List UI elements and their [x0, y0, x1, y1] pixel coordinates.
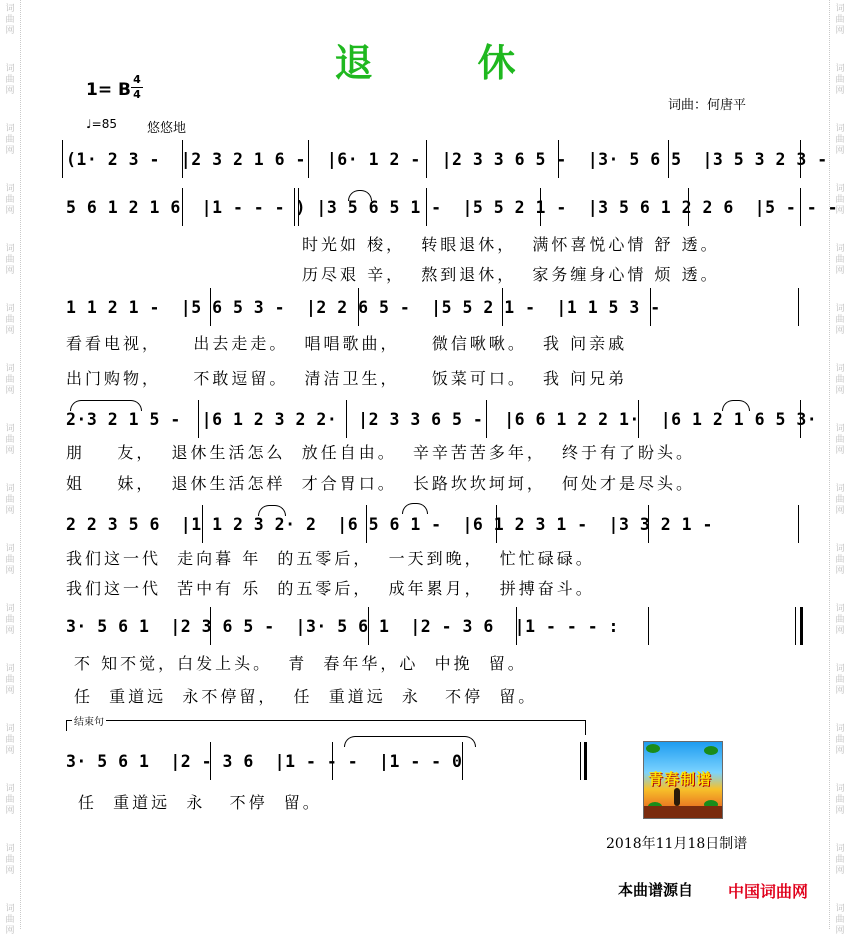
lyrics-5-verse-2: 我们这一代 苦中有 乐 的五零后， 成年累月， 拼搏奋斗。	[66, 579, 595, 598]
watermark-text: 词 曲 网	[5, 844, 15, 876]
staff-notes-7: 3· 5 6 1 |2 - 3 6 |1 - - - |1 - - 0	[66, 752, 463, 771]
watermark-text: 词 曲 网	[5, 724, 15, 756]
lyrics-6-verse-2: 任 重道远 永不停留， 任 重道远 永 不停 留。	[74, 687, 538, 706]
tie-mark	[344, 736, 476, 747]
watermark-text: 词 曲 网	[835, 64, 845, 96]
ending-bracket	[66, 717, 586, 735]
watermark-text: 词 曲 网	[5, 484, 15, 516]
watermark-text: 词 曲 网	[835, 604, 845, 636]
lyrics-4-verse-1: 朋 友， 退休生活怎么 放任自由。 辛辛苦苦多年， 终于有了盼头。	[66, 443, 696, 462]
watermark-text: 词 曲 网	[835, 484, 845, 516]
watermark-text: 词 曲 网	[5, 364, 15, 396]
publisher-logo	[643, 741, 723, 819]
watermark-text: 词 曲 网	[5, 424, 15, 456]
watermark-text: 词 曲 网	[835, 124, 845, 156]
leaf-decoration	[646, 744, 660, 753]
staff-line-2	[62, 188, 839, 230]
staff-line-7	[62, 742, 592, 784]
watermark-text: 词 曲 网	[5, 544, 15, 576]
watermark-text: 词 曲 网	[835, 304, 845, 336]
lyrics-5-verse-1: 我们这一代 走向暮 年 的五零后， 一天到晚， 忙忙碌碌。	[66, 549, 595, 568]
source-site-link[interactable]: 中国词曲网	[728, 882, 809, 901]
key-signature: 1= B	[86, 80, 131, 100]
watermark-text: 词 曲 网	[5, 304, 15, 336]
slur-mark	[70, 400, 142, 411]
time-sig-top: 4	[133, 73, 141, 86]
left-watermark-strip	[0, 0, 21, 936]
watermark-text: 词 曲 网	[835, 244, 845, 276]
watermark-text: 词 曲 网	[5, 4, 15, 36]
time-signature	[131, 74, 143, 101]
staff-notes-6: 3· 5 6 1 |2 3 6 5 - |3· 5 6 1 |2 - 3 6 |1 - - - :	[66, 617, 619, 636]
expression-marking: 悠悠地	[147, 121, 187, 136]
staff-line-1	[62, 140, 828, 182]
watermark-text: 词 曲 网	[5, 64, 15, 96]
lyrics-3-verse-2: 出门购物， 不敢逗留。 清洁卫生， 饭菜可口。 我 问兄弟	[66, 369, 628, 388]
credit-line: 词曲：何唐平	[668, 98, 747, 113]
watermark-text: 词 曲 网	[5, 904, 15, 936]
watermark-text: 词 曲 网	[5, 184, 15, 216]
ending-label: 结束句	[72, 713, 106, 728]
watermark-text: 词 曲 网	[835, 784, 845, 816]
lyrics-7-verse-1: 任 重道远 永 不停 留。	[78, 793, 322, 812]
lyrics-3-verse-1: 看看电视， 出去走走。 唱唱歌曲， 微信啾啾。 我 问亲戚	[66, 334, 628, 353]
watermark-text: 词 曲 网	[5, 784, 15, 816]
watermark-text: 词 曲 网	[835, 544, 845, 576]
tempo-marking: ♩=85	[86, 117, 117, 131]
staff-notes-2: 5 6 1 2 1 6 |1 - - - ) |3 5 6 5 1 - |5 5 2 1 - |3 5 6 1 2 2 6 |5 - - -	[66, 198, 839, 217]
watermark-text: 词 曲 网	[835, 724, 845, 756]
watermark-text: 词 曲 网	[835, 844, 845, 876]
watermark-text: 词 曲 网	[835, 364, 845, 396]
lyrics-2-verse-2: 历尽艰 辛， 熬到退休， 家务缠身心情 烦 透。	[302, 265, 720, 284]
staff-notes-4: 2·3 2 1 5 - |6 1 2 3 2 2· |2 3 3 6 5 - |6 6 1 2 2 1· |6 1 2 1 6 5 3·	[66, 410, 818, 429]
lyrics-2-verse-1: 时光如 梭， 转眼退休， 满怀喜悦心情 舒 透。	[302, 235, 720, 254]
staff-notes-5: 2 2 3 5 6 |1 1 2 3 2· 2 |6 5 6 1 - |6 1 2 3 1 - |3 3 2 1 -	[66, 515, 713, 534]
staff-line-6	[62, 607, 804, 649]
watermark-text: 词 曲 网	[5, 664, 15, 696]
staff-line-4	[62, 400, 818, 442]
tie-mark	[258, 505, 286, 516]
lyrics-6-verse-1: 不 知不觉，白发上头。 青 春年华，心 中挽 留。	[74, 654, 527, 673]
staff-notes-3: 1 1 2 1 - |5 6 5 3 - |2 2 6 5 - |5 5 2 1 - |1 1 5 3 -	[66, 298, 661, 317]
lyrics-4-verse-2: 姐 妹， 退休生活怎样 才合胃口。 长路坎坎坷坷， 何处才是尽头。	[66, 474, 696, 493]
time-sig-bottom: 4	[133, 88, 141, 101]
tie-mark	[722, 400, 750, 411]
staff-notes-1: (1· 2 3 - |2 3 2 1 6 - |6· 1 2 - |2 3 3 6 5 - |3· 5 6 5 |3 5 3 2 3 -	[66, 150, 828, 169]
staff-line-3	[62, 288, 804, 330]
watermark-text: 词 曲 网	[5, 604, 15, 636]
watermark-text: 词 曲 网	[835, 184, 845, 216]
watermark-text: 词 曲 网	[5, 244, 15, 276]
watermark-text: 词 曲 网	[835, 424, 845, 456]
watermark-text: 词 曲 网	[835, 664, 845, 696]
watermark-text: 词 曲 网	[5, 124, 15, 156]
tie-mark	[348, 190, 372, 201]
logo-text: 青春制谱	[648, 770, 713, 788]
watermark-text: 词 曲 网	[835, 904, 845, 936]
staff-line-5	[62, 505, 804, 547]
right-watermark-strip	[829, 0, 850, 936]
source-label: 本曲谱源自	[618, 881, 694, 899]
ground-strip	[644, 806, 722, 818]
watermark-text: 词 曲 网	[835, 4, 845, 36]
leaf-decoration	[704, 746, 718, 755]
score-date: 2018年11月18日制谱	[606, 836, 748, 852]
figure-silhouette	[674, 788, 680, 806]
tie-mark	[402, 503, 428, 514]
song-title: 退休	[334, 40, 621, 85]
